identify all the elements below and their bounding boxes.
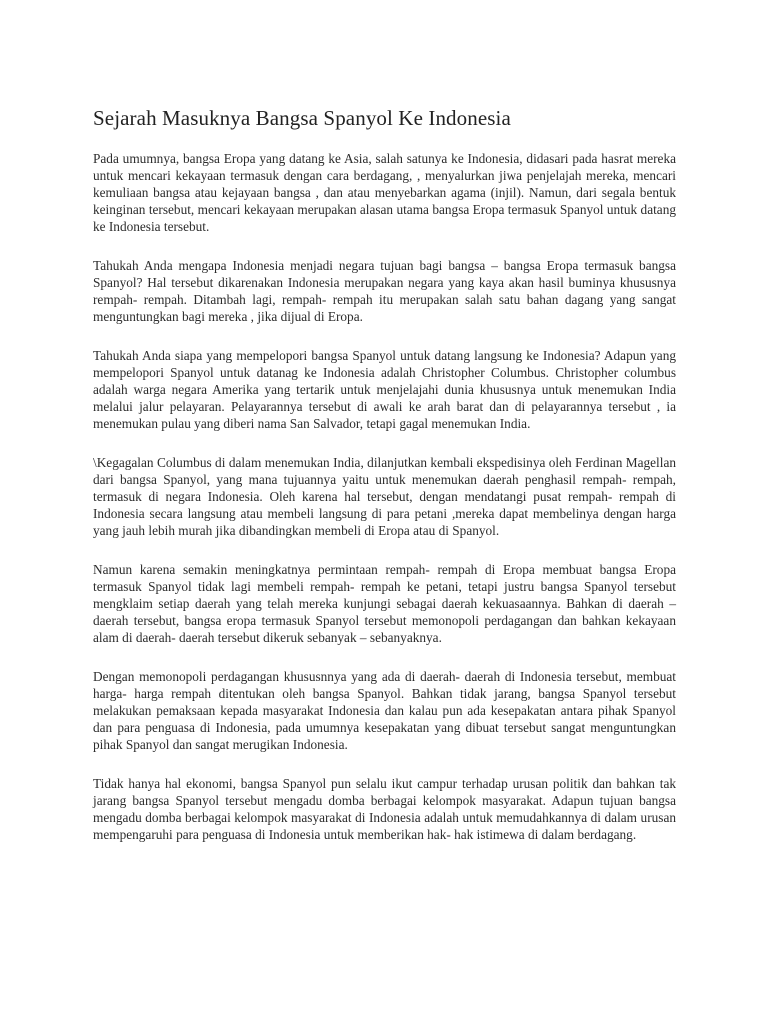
paragraph-2: Tahukah Anda mengapa Indonesia menjadi negara tujuan bagi bangsa – bangsa Eropa termasuk bangsa Spanyol? Hal tersebut dikarenakan Indonesia merupakan negara yang kaya akan hasil buminya khususnya rempah- rempah. Ditambah lagi, rempah- rempah itu merupakan salah satu bahan dagang yang sangat menguntungkan bagi mereka , jika dijual di Eropa. [93,258,676,324]
page-title: Sejarah Masuknya Bangsa Spanyol Ke Indonesia [93,106,511,130]
document-body [93,104,676,865]
paragraph-5: Namun karena semakin meningkatnya permintaan rempah- rempah di Eropa membuat bangsa Eropa termasuk Spanyol tidak lagi membeli rempah- rempah ke petani, tetapi justru bangsa Spanyol tersebut mengklaim setiap daerah yang telah mereka kunjungi sebagai daerah kekuasaannya. Bahkan di daerah – daerah tersebut, bangsa eropa termasuk Spanyol tersebut memonopoli perdagangan dan bahkan kekayaan alam di daerah- daerah tersebut dikeruk sebanyak – sebanyaknya. [93,562,676,645]
paragraph-3: Tahukah Anda siapa yang mempelopori bangsa Spanyol untuk datang langsung ke Indonesia? Adapun yang mempelopori Spanyol untuk datanag ke Indonesia adalah Christopher Columbus. Christopher columbus adalah warga negara Amerika yang tertarik untuk menjelajahi dunia khususnya untuk menemukan India melalui jalur pelayaran. Pelayarannya tersebut di awali ke arah barat dan di pelayarannya tersebut , ia menemukan pulau yang diberi nama San Salvador, tetapi gagal menemukan India. [93,348,676,431]
paragraph-7: Tidak hanya hal ekonomi, bangsa Spanyol pun selalu ikut campur terhadap urusan politik dan bahkan tak jarang bangsa Spanyol tersebut mengadu domba berbagai kelompok masyarakat. Adapun tujuan bangsa mengadu domba berbagai kelompok masyarakat di Indonesia adalah untuk memudahkannya di dalam urusan mempengaruhi para penguasa di Indonesia untuk memberikan hak- hak istimewa di dalam berdagang. [93,776,676,842]
paragraph-6: Dengan memonopoli perdagangan khususnnya yang ada di daerah- daerah di Indonesia tersebut, membuat harga- harga rempah ditentukan oleh bangsa Spanyol. Bahkan tidak jarang, bangsa Spanyol tersebut melakukan pemaksaan kepada masyarakat Indonesia dan kalau pun ada kesepakatan antara pihak Spanyol dan para penguasa di Indonesia, pada umumnya kesepakatan yang dibuat tersebut sangat menguntungkan pihak Spanyol dan sangat merugikan Indonesia. [93,669,676,752]
paragraph-4: \Kegagalan Columbus di dalam menemukan India, dilanjutkan kembali ekspedisinya oleh Ferdinan Magellan dari bangsa Spanyol, yang mana tujuannya yaitu untuk menemukan daerah penghasil rempah- rempah, termasuk di negara Indonesia. Oleh karena hal tersebut, dengan mendatangi pusat rempah- rempah di Indonesia secara langsung atau membeli langsung di para petani ,mereka dapat membelinya dengan harga yang jauh lebih murah jika dibandingkan membeli di Eropa atau di Spanyol. [93,455,676,538]
paragraph-1: Pada umumnya, bangsa Eropa yang datang ke Asia, salah satunya ke Indonesia, didasari pada hasrat mereka untuk mencari kekayaan termasuk dengan cara berdagang, , menyalurkan jiwa penjelajah mereka, mencari kemuliaan bangsa atau kejayaan bangsa , dan atau menyebarkan agama (injil). Namun, dari segala bentuk keinginan tersebut, mencari kekayaan merupakan alasan utama bangsa Eropa termasuk Spanyol untuk datang ke Indonesia tersebut. [93,151,676,234]
